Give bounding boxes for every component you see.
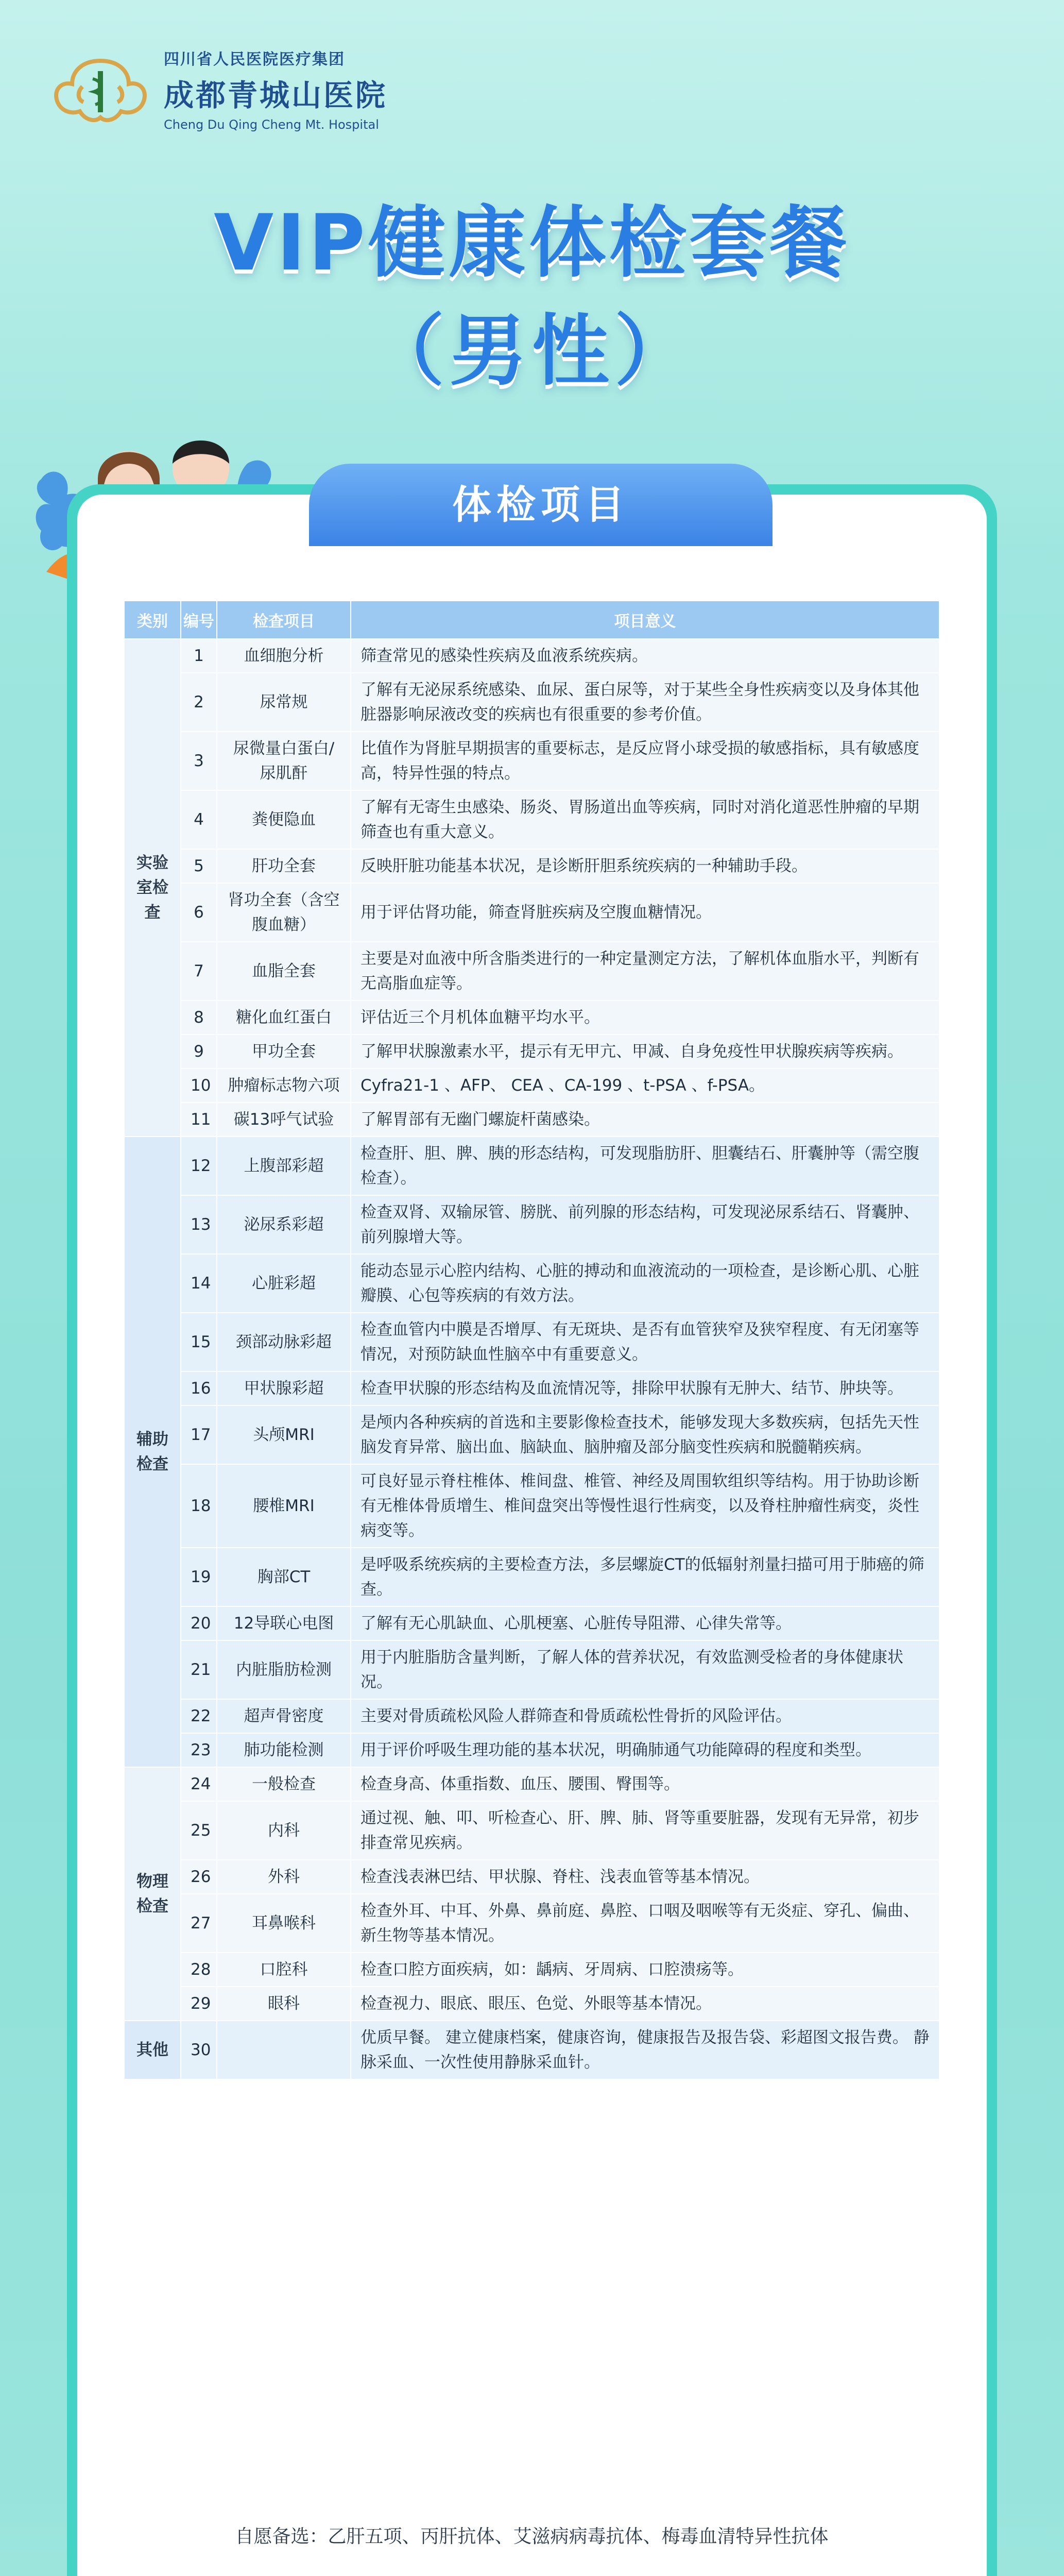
table-row (124, 1640, 939, 1699)
name-cell: 胸部CT (217, 1548, 351, 1606)
no-cell: 14 (181, 1254, 217, 1313)
name-cell: 内脏脂肪检测 (217, 1640, 351, 1699)
name-cell: 耳鼻喉科 (217, 1894, 351, 1953)
no-cell: 11 (181, 1103, 217, 1137)
table-row (124, 1001, 939, 1035)
meaning-cell: 检查外耳、中耳、外鼻、鼻前庭、鼻腔、口咽及咽喉等有无炎症、穿孔、偏曲、新生物等基本情况。 (351, 1894, 939, 1953)
name-cell: 甲状腺彩超 (217, 1371, 351, 1405)
meaning-cell: 通过视、触、叩、听检查心、肝、脾、肺、肾等重要脏器，发现有无异常，初步排查常见疾病。 (351, 1801, 939, 1860)
page-subtitle: （男性） (367, 307, 697, 396)
name-cell: 肺功能检测 (217, 1733, 351, 1767)
meaning-cell: 是呼吸系统疾病的主要检查方法，多层螺旋CT的低辐射剂量扫描可用于肺癌的筛查。 (351, 1548, 939, 1606)
meaning-cell: Cyfra21-1 、AFP、 CEA 、CA-199 、t-PSA 、f-PSA。 (351, 1069, 939, 1103)
table-row (124, 1195, 939, 1254)
category-cell: 物理检查 (124, 1767, 181, 2021)
no-cell: 3 (181, 732, 217, 790)
category-cell: 辅助检查 (124, 1137, 181, 1767)
table-row (124, 732, 939, 790)
meaning-cell: 是颅内各种疾病的首选和主要影像检查技术，能够发现大多数疾病，包括先天性脑发育异常、脑出血、脑缺血、脑肿瘤及部分脑变性疾病和脱髓鞘疾病。 (351, 1405, 939, 1464)
no-cell: 18 (181, 1464, 217, 1548)
header-meaning: 项目意义 (351, 601, 939, 639)
no-cell: 12 (181, 1137, 217, 1195)
no-cell: 30 (181, 2021, 217, 2079)
meaning-cell: 筛查常见的感染性疾病及血液系统疾病。 (351, 639, 939, 673)
name-cell: 甲功全套 (217, 1035, 351, 1069)
name-cell: 肝功全套 (217, 849, 351, 883)
no-cell: 19 (181, 1548, 217, 1606)
card-title: 体检项目 (309, 464, 773, 546)
no-cell: 21 (181, 1640, 217, 1699)
name-cell: 心脏彩超 (217, 1254, 351, 1313)
table-row (124, 2021, 939, 2079)
meaning-cell: 检查视力、眼底、眼压、色觉、外眼等基本情况。 (351, 1987, 939, 2021)
name-cell: 碳13呼气试验 (217, 1103, 351, 1137)
meaning-cell: 了解有无泌尿系统感染、血尿、蛋白尿等，对于某些全身性疾病变以及身体其他脏器影响尿液改变的疾病也有很重要的参考价值。 (351, 673, 939, 732)
name-cell: 糖化血红蛋白 (217, 1001, 351, 1035)
meaning-cell: 用于评价呼吸生理功能的基本状况，明确肺通气功能障碍的程度和类型。 (351, 1733, 939, 1767)
no-cell: 25 (181, 1801, 217, 1860)
table-row (124, 1137, 939, 1195)
table-row (124, 639, 939, 673)
table-header-row (124, 601, 939, 639)
name-cell: 粪便隐血 (217, 790, 351, 849)
meaning-cell: 了解胃部有无幽门螺旋杆菌感染。 (351, 1103, 939, 1137)
no-cell: 22 (181, 1699, 217, 1733)
table-row (124, 1767, 939, 1801)
name-cell: 血细胞分析 (217, 639, 351, 673)
table-row (124, 1606, 939, 1640)
table-row (124, 849, 939, 883)
page-title: VIP健康体检套餐 (214, 198, 850, 288)
no-cell: 29 (181, 1987, 217, 2021)
name-cell: 尿常规 (217, 673, 351, 732)
meaning-cell: 能动态显示心腔内结构、心脏的搏动和血液流动的一项检查，是诊断心肌、心脏瓣膜、心包等疾病的有效方法。 (351, 1254, 939, 1313)
table-row (124, 1801, 939, 1860)
name-cell (217, 2021, 351, 2079)
meaning-cell: 反映肝脏功能基本状况，是诊断肝胆系统疾病的一种辅助手段。 (351, 849, 939, 883)
meaning-cell: 主要是对血液中所含脂类进行的一种定量测定方法，了解机体血脂水平，判断有无高脂血症等。 (351, 942, 939, 1001)
no-cell: 2 (181, 673, 217, 732)
optional-items: 自愿备选：乙肝五项、丙肝抗体、艾滋病病毒抗体、梅毒血清特异性抗体 (235, 2526, 829, 2547)
category-cell: 其他 (124, 2021, 181, 2079)
meaning-cell: 检查口腔方面疾病，如：龋病、牙周病、口腔溃疡等。 (351, 1953, 939, 1987)
table-row (124, 1953, 939, 1987)
name-cell: 头颅MRI (217, 1405, 351, 1464)
category-cell: 实验室检查 (124, 639, 181, 1137)
hospital-emblem-icon (46, 50, 155, 128)
table-row (124, 1035, 939, 1069)
no-cell: 17 (181, 1405, 217, 1464)
name-cell: 12导联心电图 (217, 1606, 351, 1640)
meaning-cell: 检查甲状腺的形态结构及血流情况等，排除甲状腺有无肿大、结节、肿块等。 (351, 1371, 939, 1405)
name-cell: 颈部动脉彩超 (217, 1313, 351, 1371)
header-name: 检查项目 (217, 601, 351, 639)
no-cell: 15 (181, 1313, 217, 1371)
name-cell: 肾功全套（含空腹血糖） (217, 883, 351, 942)
no-cell: 28 (181, 1953, 217, 1987)
table-row (124, 1699, 939, 1733)
name-cell: 血脂全套 (217, 942, 351, 1001)
name-cell: 尿微量白蛋白/尿肌酐 (217, 732, 351, 790)
table-row (124, 1254, 939, 1313)
no-cell: 27 (181, 1894, 217, 1953)
name-cell: 眼科 (217, 1987, 351, 2021)
meaning-cell: 检查血管内中膜是否增厚、有无斑块、是否有血管狭窄及狭窄程度、有无闭塞等情况，对预防缺血性脑卒中有重要意义。 (351, 1313, 939, 1371)
meaning-cell: 优质早餐。 建立健康档案，健康咨询，健康报告及报告袋、彩超图文报告费。 静脉采血、一次性使用静脉采血针。 (351, 2021, 939, 2079)
meaning-cell: 用于评估肾功能，筛查肾脏疾病及空腹血糖情况。 (351, 883, 939, 942)
table-row (124, 1894, 939, 1953)
table-row (124, 883, 939, 942)
table-row (124, 790, 939, 849)
table-row (124, 1733, 939, 1767)
meaning-cell: 检查身高、体重指数、血压、腰围、臀围等。 (351, 1767, 939, 1801)
no-cell: 9 (181, 1035, 217, 1069)
meaning-cell: 可良好显示脊柱椎体、椎间盘、椎管、神经及周围软组织等结构。用于协助诊断有无椎体骨质增生、椎间盘突出等慢性退行性病变，以及脊柱肿瘤性病变，炎性病变等。 (351, 1464, 939, 1548)
table-row (124, 1405, 939, 1464)
no-cell: 8 (181, 1001, 217, 1035)
name-cell: 超声骨密度 (217, 1699, 351, 1733)
table-row (124, 1548, 939, 1606)
table-row (124, 1987, 939, 2021)
table-row (124, 1103, 939, 1137)
meaning-cell: 了解有无寄生虫感染、肠炎、胃肠道出血等疾病，同时对消化道恶性肿瘤的早期筛查也有重大意义。 (351, 790, 939, 849)
hospital-logo (46, 46, 387, 132)
name-cell: 上腹部彩超 (217, 1137, 351, 1195)
no-cell: 7 (181, 942, 217, 1001)
no-cell: 13 (181, 1195, 217, 1254)
meaning-cell: 用于内脏脂肪含量判断，了解人体的营养状况，有效监测受检者的身体健康状况。 (351, 1640, 939, 1699)
name-cell: 一般检查 (217, 1767, 351, 1801)
table-row (124, 1860, 939, 1894)
no-cell: 4 (181, 790, 217, 849)
hospital-group: 四川省人民医院医疗集团 (164, 50, 345, 69)
table-row (124, 1371, 939, 1405)
name-cell: 口腔科 (217, 1953, 351, 1987)
name-cell: 外科 (217, 1860, 351, 1894)
exam-items-table (124, 600, 940, 2080)
name-cell: 肿瘤标志物六项 (217, 1069, 351, 1103)
no-cell: 6 (181, 883, 217, 942)
meaning-cell: 了解甲状腺激素水平，提示有无甲亢、甲减、自身免疫性甲状腺疾病等疾病。 (351, 1035, 939, 1069)
table-row (124, 673, 939, 732)
meaning-cell: 检查双肾、双输尿管、膀胱、前列腺的形态结构，可发现泌尿系结石、肾囊肿、前列腺增大等。 (351, 1195, 939, 1254)
header-no: 编号 (181, 601, 217, 639)
header-category: 类别 (124, 601, 181, 639)
no-cell: 20 (181, 1606, 217, 1640)
no-cell: 16 (181, 1371, 217, 1405)
meaning-cell: 检查浅表淋巴结、甲状腺、脊柱、浅表血管等基本情况。 (351, 1860, 939, 1894)
no-cell: 23 (181, 1733, 217, 1767)
table-row (124, 942, 939, 1001)
hospital-english-name: Cheng Du Qing Cheng Mt. Hospital (164, 117, 379, 132)
name-cell: 内科 (217, 1801, 351, 1860)
meaning-cell: 检查肝、胆、脾、胰的形态结构，可发现脂肪肝、胆囊结石、肝囊肿等（需空腹检查）。 (351, 1137, 939, 1195)
name-cell: 腰椎MRI (217, 1464, 351, 1548)
table-row (124, 1313, 939, 1371)
no-cell: 26 (181, 1860, 217, 1894)
no-cell: 10 (181, 1069, 217, 1103)
no-cell: 5 (181, 849, 217, 883)
no-cell: 1 (181, 639, 217, 673)
meaning-cell: 主要对骨质疏松风险人群筛查和骨质疏松性骨折的风险评估。 (351, 1699, 939, 1733)
no-cell: 24 (181, 1767, 217, 1801)
table-row (124, 1464, 939, 1548)
hospital-name: 成都青城山医院 (164, 78, 388, 113)
meaning-cell: 了解有无心肌缺血、心肌梗塞、心脏传导阻滞、心律失常等。 (351, 1606, 939, 1640)
name-cell: 泌尿系彩超 (217, 1195, 351, 1254)
table-row (124, 1069, 939, 1103)
meaning-cell: 评估近三个月机体血糖平均水平。 (351, 1001, 939, 1035)
meaning-cell: 比值作为肾脏早期损害的重要标志，是反应肾小球受损的敏感指标，具有敏感度高，特异性强的特点。 (351, 732, 939, 790)
